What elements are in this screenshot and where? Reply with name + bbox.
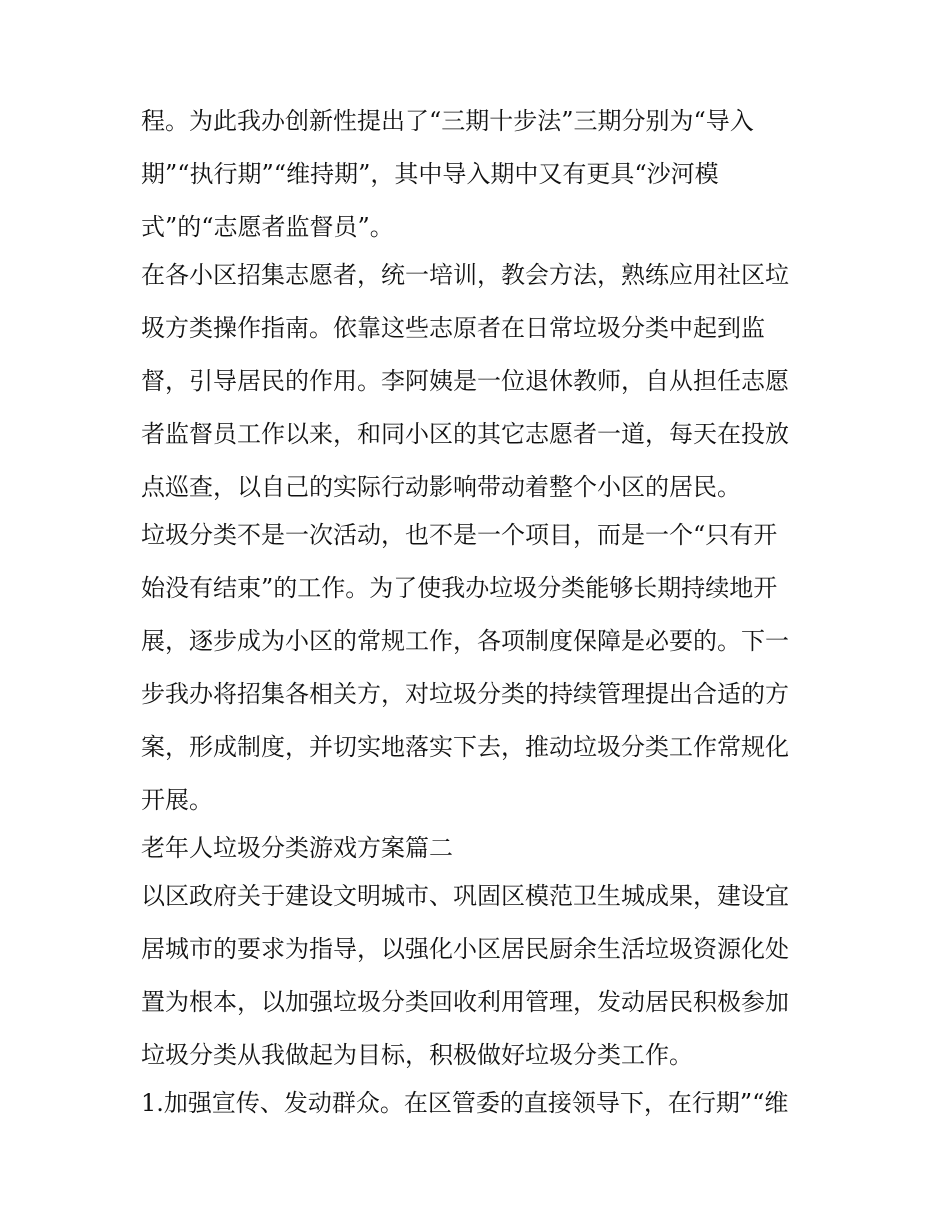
- text-line: 垃圾分类从我做起为目标，积极做好垃圾分类工作。: [141, 1041, 693, 1069]
- document-body: [141, 108, 813, 1116]
- text-line: 督，引导居民的作用。李阿姨是一位退休教师，自从担任志愿: [141, 367, 789, 395]
- text-line: 垃圾分类不是一次活动，也不是一个项目，而是一个“只有开: [141, 521, 778, 549]
- text-line: 开展。: [141, 786, 213, 814]
- text-line: 步我办将招集各相关方，对垃圾分类的持续管理提出合适的方: [141, 680, 789, 708]
- text-line: 在各小区招集志愿者，统一培训，教会方法，熟练应用社区垃: [141, 261, 789, 289]
- text-line: 点巡查，以自己的实际行动影响带动着整个小区的居民。: [141, 473, 741, 501]
- section-heading: 老年人垃圾分类游戏方案篇二: [141, 834, 453, 862]
- text-line: 者监督员工作以来，和同小区的其它志愿者一道，每天在投放: [141, 420, 789, 448]
- text-line: 置为根本，以加强垃圾分类回收利用管理，发动居民积极参加: [141, 988, 789, 1016]
- text-line: 期”“执行期”“维持期”，其中导入期中又有更具“沙河模: [141, 160, 719, 188]
- text-line: 案，形成制度，并切实地落实下去，推动垃圾分类工作常规化: [141, 733, 789, 761]
- text-line: 程。为此我办创新性提出了“三期十步法”三期分别为“导入: [141, 107, 754, 135]
- text-line: 居城市的要求为指导，以强化小区居民厨余生活垃圾资源化处: [141, 935, 789, 963]
- text-line: 1.加强宣传、发动群众。在区管委的直接领导下，在行期”“维: [141, 1089, 789, 1117]
- text-line: 以区政府关于建设文明城市、巩固区模范卫生城成果，建设宜: [141, 882, 789, 910]
- text-line: 式”的“志愿者监督员”。: [141, 213, 394, 241]
- text-line: 始没有结束”的工作。为了使我办垃圾分类能够长期持续地开: [141, 574, 778, 602]
- text-line: 展，逐步成为小区的常规工作，各项制度保障是必要的。下一: [141, 627, 789, 655]
- text-line: 圾方类操作指南。依靠这些志原者在日常垃圾分类中起到监: [141, 314, 765, 342]
